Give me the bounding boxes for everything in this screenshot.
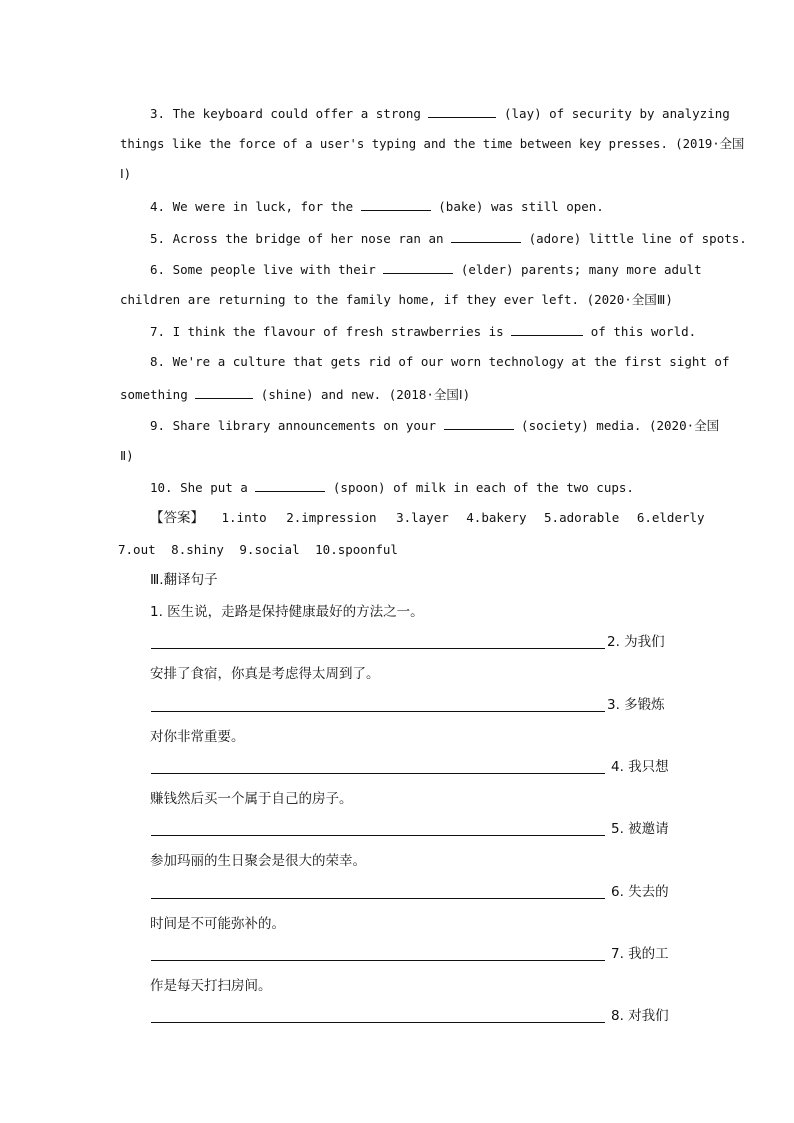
- answer-item: 10.spoonful: [315, 542, 398, 557]
- answer-rule-6: [151, 960, 605, 961]
- q3-text-a: 3. The keyboard could offer a strong: [150, 106, 421, 121]
- q4-text-a: 4. We were in luck, for the: [150, 199, 354, 214]
- sentence-5-start: 5. 被邀请: [611, 821, 669, 837]
- sentence-7-rest: 作是每天打扫房间。: [150, 978, 272, 994]
- answer-item: 1.into: [221, 510, 267, 525]
- sentence-6-start: 6. 失去的: [611, 884, 669, 900]
- q5-text-b: (adore) little line of spots.: [528, 231, 747, 246]
- sentence-7-start: 7. 我的工: [611, 946, 669, 962]
- q9-line1: [150, 417, 719, 434]
- answer-item: 6.elderly: [636, 510, 705, 525]
- sentence-3-start: 3. 多锻炼: [607, 697, 665, 713]
- answer-line2: [118, 542, 398, 558]
- q7-line: [150, 323, 696, 340]
- sentence-4-rest: 赚钱然后买一个属于自己的房子。: [150, 791, 353, 807]
- q8-text-a: something: [120, 387, 188, 402]
- q5-text-a: 5. Across the bridge of her nose ran an: [150, 231, 444, 246]
- sentence-3-rest: 对你非常重要。: [150, 729, 245, 745]
- q4-blank: [361, 198, 431, 211]
- section3-heading: Ⅲ.翻译句子: [150, 572, 218, 588]
- q3-line2: things like the force of a user's typing and the time between key presses. (2019·全国: [120, 137, 745, 151]
- q9-text-a: 9. Share library announcements on your: [150, 418, 436, 433]
- q9-line2: Ⅱ): [120, 448, 134, 463]
- answer-rule-4: [151, 835, 605, 836]
- q10-line: [150, 479, 634, 496]
- sentence-6-rest: 时间是不可能弥补的。: [150, 916, 285, 932]
- q6-line1: [150, 261, 702, 278]
- q3-text-b: (lay) of security by analyzing: [504, 106, 730, 121]
- q8-line1: 8. We're a culture that gets rid of our worn technology at the first sight of: [150, 354, 730, 369]
- q3-line1: [150, 105, 730, 122]
- sentence-1: 1. 医生说，走路是保持健康最好的方法之一。: [150, 604, 424, 620]
- sentence-2-start: 2. 为我们: [607, 634, 665, 650]
- q8-line2: [120, 386, 470, 403]
- q9-text-b: (society) media. (2020·全国: [521, 418, 720, 433]
- sentence-5-rest: 参加玛丽的生日聚会是很大的荣幸。: [150, 853, 366, 869]
- answer-rule-5: [151, 898, 605, 899]
- q7-blank: [511, 323, 583, 336]
- q9-blank: [444, 417, 514, 430]
- sentence-8-start: 8. 对我们: [611, 1008, 669, 1024]
- q10-text-b: (spoon) of milk in each of the two cups.: [332, 480, 634, 495]
- answer-rule-1: [151, 648, 605, 649]
- answer-item: 9.social: [239, 542, 300, 557]
- q6-blank: [383, 261, 453, 274]
- answer-label: 【答案】: [150, 510, 204, 526]
- q6-line2: children are returning to the family home, if they ever left. (2020·全国Ⅲ): [120, 292, 673, 307]
- sentence-4-start: 4. 我只想: [611, 759, 669, 775]
- q5-blank: [451, 230, 521, 243]
- q6-text-b: (elder) parents; many more adult: [460, 262, 702, 277]
- q10-text-a: 10. She put a: [150, 480, 248, 495]
- q8-blank: [195, 386, 253, 399]
- q10-blank: [255, 479, 325, 492]
- answer-item: 8.shiny: [171, 542, 224, 557]
- answer-rule-7: [151, 1022, 605, 1023]
- answer-item: 4.bakery: [466, 510, 527, 525]
- q3-line3: Ⅰ): [120, 166, 132, 181]
- answer-item: 2.impression: [286, 510, 377, 525]
- q6-text-a: 6. Some people live with their: [150, 262, 376, 277]
- q4-text-b: (bake) was still open.: [438, 199, 604, 214]
- q5-line: [150, 230, 747, 247]
- answer-item: 3.layer: [396, 510, 449, 525]
- answer-line1: [150, 510, 705, 526]
- q3-blank: [428, 105, 496, 118]
- answer-rule-2: [151, 711, 605, 712]
- answer-item: 5.adorable: [544, 510, 620, 525]
- q7-text-a: 7. I think the flavour of fresh strawberries is: [150, 324, 504, 339]
- q8-text-b: (shine) and new. (2018·全国Ⅰ): [260, 387, 471, 402]
- answer-rule-3: [151, 773, 605, 774]
- q4-line: [150, 198, 604, 215]
- q7-text-b: of this world.: [590, 324, 697, 339]
- answer-item: 7.out: [118, 542, 156, 557]
- sentence-2-rest: 安排了食宿，你真是考虑得太周到了。: [150, 666, 380, 682]
